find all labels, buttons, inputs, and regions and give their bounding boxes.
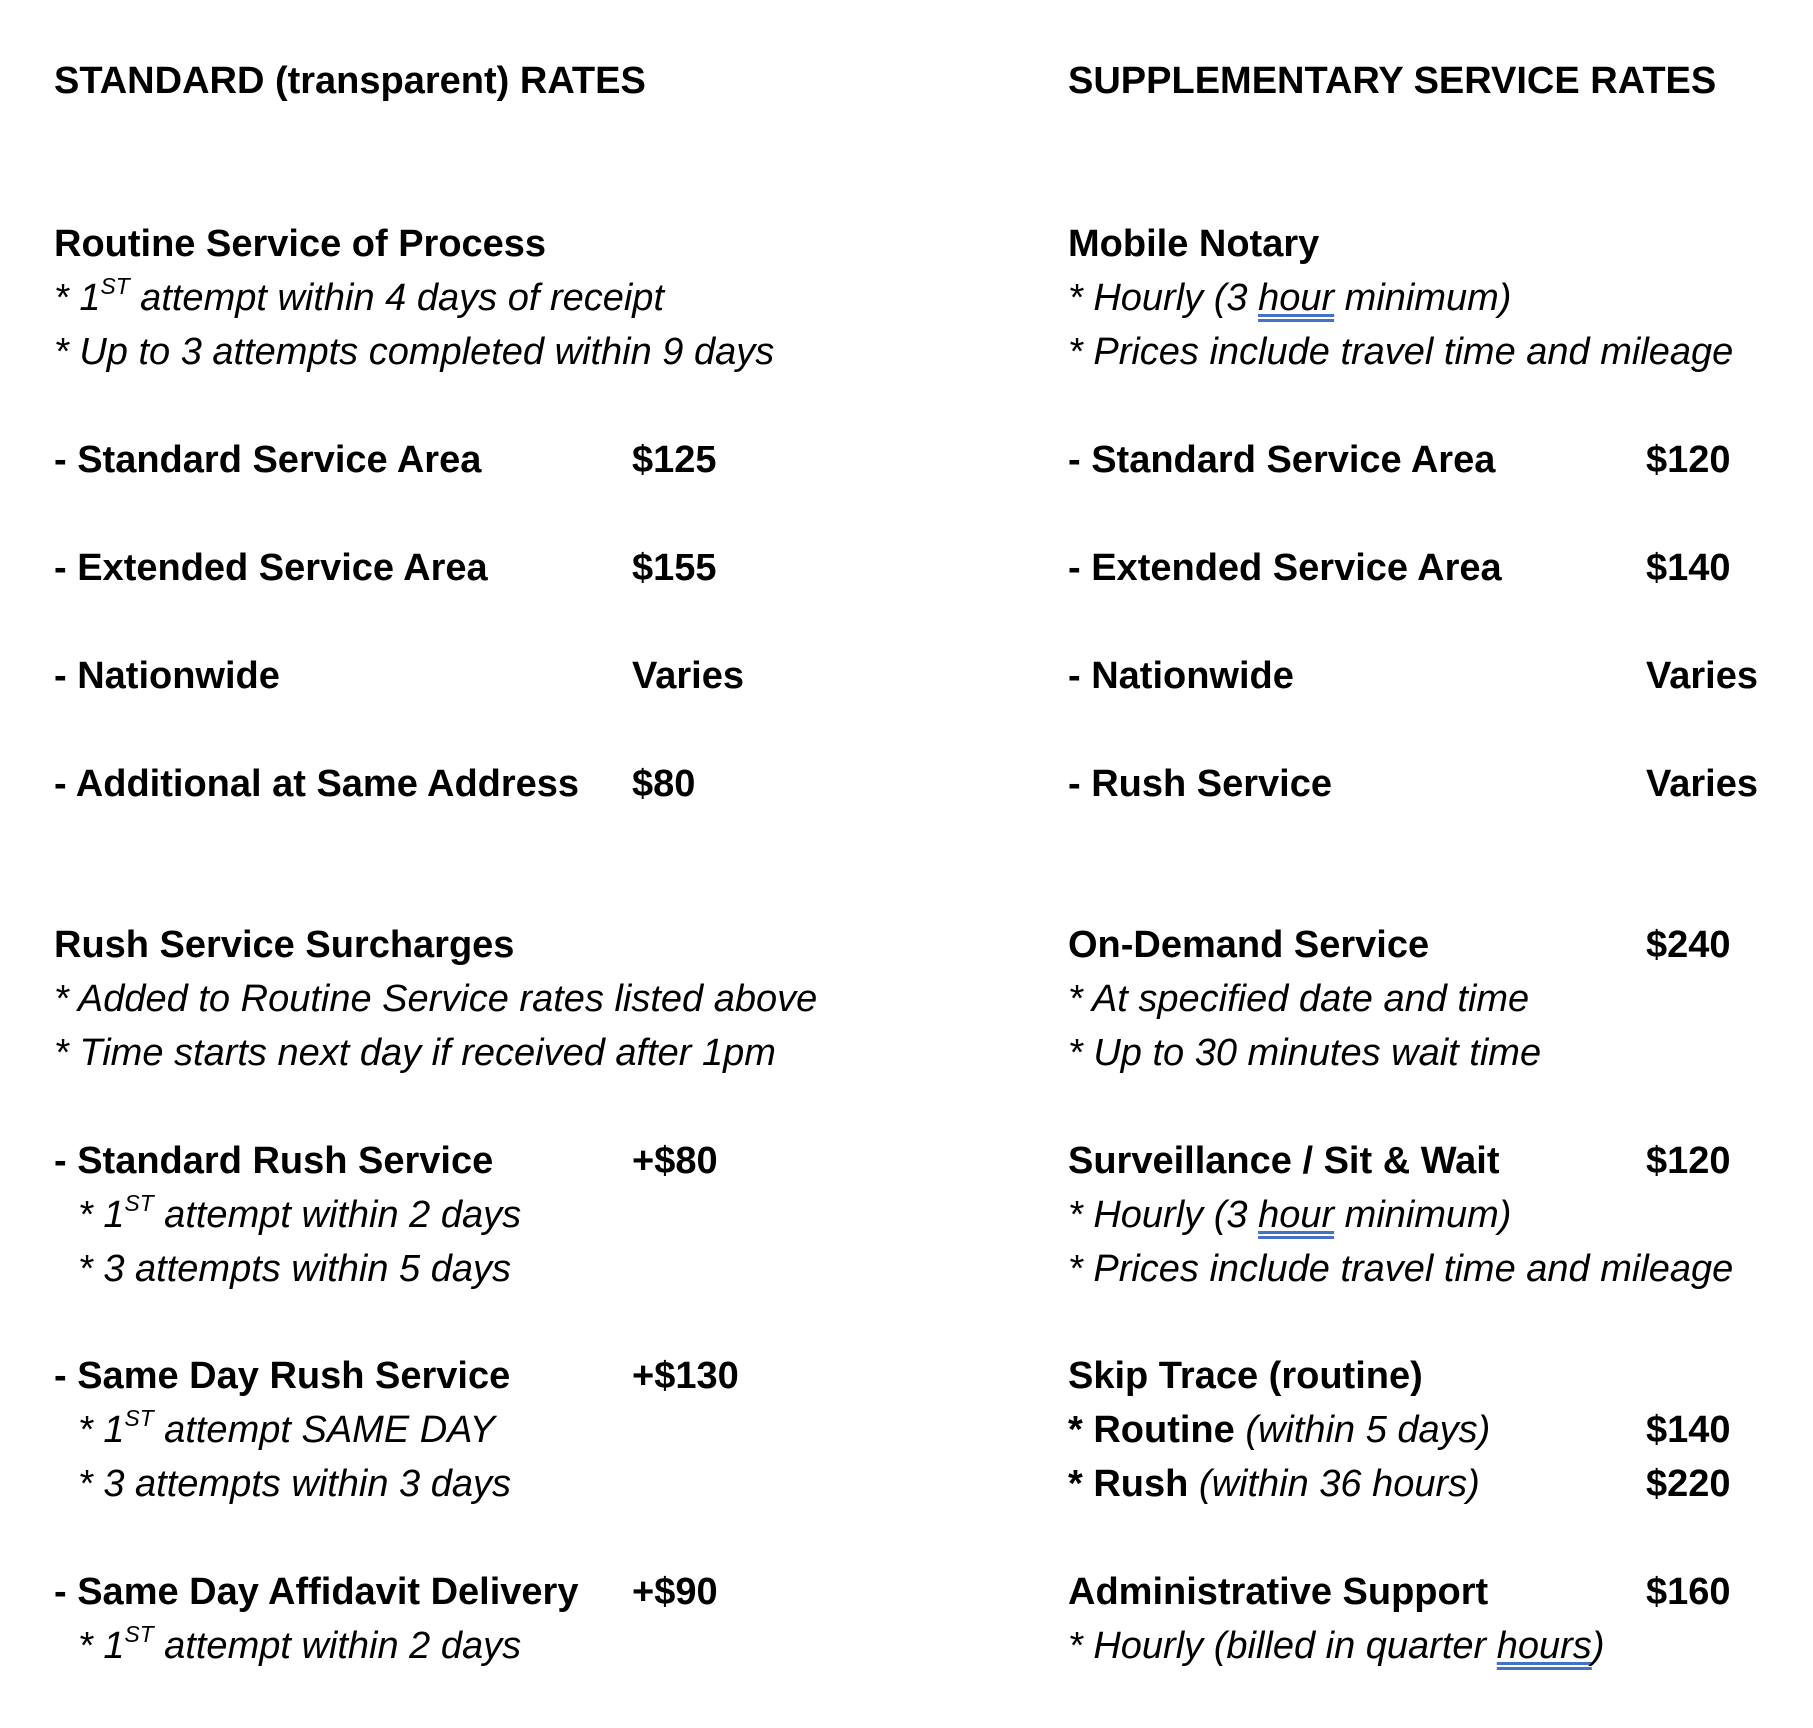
skip-trace-rush: * Rush (within 36 hours) $220 (1068, 1463, 1731, 1505)
price: $140 (1646, 1409, 1731, 1451)
price: $125 (632, 439, 717, 481)
notary-note-prices: * Prices include travel time and mileage (1068, 331, 1734, 373)
price: Varies (632, 655, 744, 697)
notary-item-rush-service: - Rush Service Varies (1068, 763, 1758, 805)
supplementary-rates-title: SUPPLEMENTARY SERVICE RATES (1068, 60, 1717, 102)
standard-rush-note-attempts: * 3 attempts within 5 days (78, 1248, 511, 1290)
price: +$130 (632, 1355, 739, 1397)
routine-item-additional-address: - Additional at Same Address $80 (54, 763, 696, 805)
price: $240 (1646, 924, 1731, 966)
routine-note-first-attempt: * 1ST attempt within 4 days of receipt (54, 273, 664, 319)
standard-rates-title: STANDARD (transparent) RATES (54, 60, 646, 102)
skip-trace-routine: * Routine (within 5 days) $140 (1068, 1409, 1731, 1451)
surveillance-note-hourly: * Hourly (3 hour minimum) (1068, 1194, 1512, 1236)
notary-item-extended-area: - Extended Service Area $140 (1068, 547, 1731, 589)
surveillance-note-prices: * Prices include travel time and mileage (1068, 1248, 1734, 1290)
same-day-affidavit-delivery: - Same Day Affidavit Delivery +$90 (54, 1571, 718, 1613)
surveillance-heading: Surveillance / Sit & Wait $120 (1068, 1140, 1731, 1182)
price: $120 (1646, 439, 1731, 481)
standard-rush-service: - Standard Rush Service +$80 (54, 1140, 718, 1182)
rush-note-time-starts: * Time starts next day if received after 1pm (54, 1032, 776, 1074)
price: $80 (632, 763, 696, 805)
mobile-notary-heading: Mobile Notary (1068, 223, 1320, 265)
price: Varies (1646, 655, 1758, 697)
price: $140 (1646, 547, 1731, 589)
on-demand-heading: On-Demand Service $240 (1068, 924, 1731, 966)
routine-item-extended-area: - Extended Service Area $155 (54, 547, 717, 589)
rush-surcharges-heading: Rush Service Surcharges (54, 924, 515, 966)
price: +$90 (632, 1571, 718, 1613)
price: $120 (1646, 1140, 1731, 1182)
same-day-rush-service: - Same Day Rush Service +$130 (54, 1355, 739, 1397)
price: $155 (632, 547, 717, 589)
same-day-rush-note-first-attempt: * 1ST attempt SAME DAY (78, 1405, 496, 1451)
admin-note-hourly: * Hourly (billed in quarter hours) (1068, 1625, 1605, 1667)
standard-rush-note-first-attempt: * 1ST attempt within 2 days (78, 1190, 522, 1236)
skip-trace-heading: Skip Trace (routine) (1068, 1355, 1423, 1397)
price: +$80 (632, 1140, 718, 1182)
on-demand-note-date: * At specified date and time (1068, 978, 1530, 1020)
price: Varies (1646, 763, 1758, 805)
notary-note-hourly: * Hourly (3 hour minimum) (1068, 277, 1512, 319)
admin-support-heading: Administrative Support $160 (1068, 1571, 1731, 1613)
notary-item-standard-area: - Standard Service Area $120 (1068, 439, 1731, 481)
rush-note-added: * Added to Routine Service rates listed above (54, 978, 818, 1020)
routine-item-nationwide: - Nationwide Varies (54, 655, 744, 697)
affidavit-note-first-attempt: * 1ST attempt within 2 days (78, 1621, 522, 1667)
notary-item-nationwide: - Nationwide Varies (1068, 655, 1758, 697)
on-demand-note-wait: * Up to 30 minutes wait time (1068, 1032, 1542, 1074)
same-day-rush-note-attempts: * 3 attempts within 3 days (78, 1463, 511, 1505)
routine-item-standard-area: - Standard Service Area $125 (54, 439, 717, 481)
price: $220 (1646, 1463, 1731, 1505)
price: $160 (1646, 1571, 1731, 1613)
routine-service-heading: Routine Service of Process (54, 223, 547, 265)
routine-note-attempts: * Up to 3 attempts completed within 9 days (54, 331, 775, 373)
